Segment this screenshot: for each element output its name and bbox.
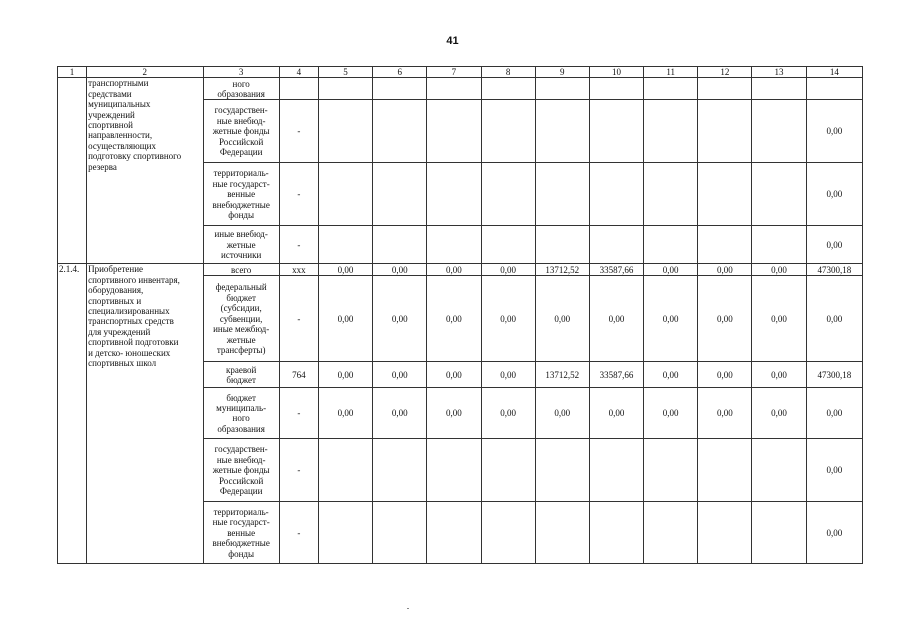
value-cell-col-7 [427,226,481,264]
value-cell-col-11 [644,226,698,264]
funding-source-cell: краевой бюджет [203,362,279,388]
value-cell-col-7 [427,100,481,163]
column-header-10: 10 [589,67,643,78]
column-header-11: 11 [644,67,698,78]
value-cell-col-6: 0,00 [373,362,427,388]
value-cell-col-12 [698,78,752,100]
value-cell-col-4: - [279,100,318,163]
value-cell-col-9 [535,163,589,226]
column-header-2: 2 [87,67,203,78]
value-cell-col-6 [373,226,427,264]
value-cell-col-10 [589,439,643,502]
funding-source-cell: федеральный бюджет (субсидии, субвенции, иные межбюд- жетные трансферты) [203,276,279,362]
value-cell-col-4: - [279,388,318,439]
value-cell-col-8 [481,78,535,100]
value-cell-col-11 [644,163,698,226]
value-cell-col-8 [481,502,535,564]
column-header-1: 1 [58,67,87,78]
value-cell-col-5: 0,00 [318,362,372,388]
value-cell-col-11 [644,502,698,564]
value-cell-col-14: 47300,18 [806,362,862,388]
value-cell-col-7 [427,163,481,226]
value-cell-col-10: 0,00 [589,388,643,439]
table-row [58,264,863,276]
value-cell-col-9 [535,502,589,564]
column-header-12: 12 [698,67,752,78]
value-cell-col-10: 0,00 [589,276,643,362]
value-cell-col-14 [806,78,862,100]
value-cell-col-6 [373,100,427,163]
value-cell-col-12: 0,00 [698,362,752,388]
funding-source-cell: государствен- ные внебюд- жетные фонды Российской Федерации [203,439,279,502]
value-cell-col-12: 0,00 [698,388,752,439]
funding-source-cell: иные внебюд- жетные источники [203,226,279,264]
value-cell-col-12 [698,439,752,502]
value-cell-col-11: 0,00 [644,276,698,362]
item-number-cell [58,78,87,264]
column-header-13: 13 [752,67,806,78]
value-cell-col-12 [698,226,752,264]
value-cell-col-11: 0,00 [644,362,698,388]
value-cell-col-6 [373,502,427,564]
value-cell-col-4: - [279,276,318,362]
value-cell-col-13: 0,00 [752,362,806,388]
value-cell-col-10 [589,226,643,264]
value-cell-col-6: 0,00 [373,264,427,276]
value-cell-col-4: - [279,502,318,564]
value-cell-col-12: 0,00 [698,264,752,276]
value-cell-col-7: 0,00 [427,276,481,362]
value-cell-col-10: 33587,66 [589,264,643,276]
budget-table [57,66,863,564]
funding-source-cell: государствен- ные внебюд- жетные фонды Российской Федерации [203,100,279,163]
value-cell-col-7 [427,78,481,100]
value-cell-col-6 [373,439,427,502]
value-cell-col-13 [752,78,806,100]
value-cell-col-8: 0,00 [481,276,535,362]
column-header-8: 8 [481,67,535,78]
value-cell-col-11: 0,00 [644,264,698,276]
funding-source-cell: территориаль- ные государст- венные внебюджетные фонды [203,502,279,564]
value-cell-col-5: 0,00 [318,276,372,362]
value-cell-col-7: 0,00 [427,388,481,439]
value-cell-col-5: 0,00 [318,388,372,439]
value-cell-col-6 [373,78,427,100]
value-cell-col-7: 0,00 [427,264,481,276]
value-cell-col-11 [644,100,698,163]
value-cell-col-14: 47300,18 [806,264,862,276]
value-cell-col-13 [752,439,806,502]
funding-source-cell: территориаль- ные государст- венные внебюджетные фонды [203,163,279,226]
value-cell-col-4 [279,78,318,100]
value-cell-col-13: 0,00 [752,264,806,276]
value-cell-col-14: 0,00 [806,388,862,439]
value-cell-col-5 [318,78,372,100]
value-cell-col-9: 0,00 [535,276,589,362]
item-number-cell: 2.1.4. [58,264,87,564]
value-cell-col-14: 0,00 [806,502,862,564]
value-cell-col-9 [535,226,589,264]
value-cell-col-8: 0,00 [481,388,535,439]
value-cell-col-9 [535,100,589,163]
value-cell-col-7 [427,439,481,502]
value-cell-col-10 [589,78,643,100]
value-cell-col-5: 0,00 [318,264,372,276]
value-cell-col-4: 764 [279,362,318,388]
value-cell-col-11: 0,00 [644,388,698,439]
value-cell-col-5 [318,226,372,264]
value-cell-col-9: 13712,52 [535,362,589,388]
value-cell-col-10 [589,163,643,226]
value-cell-col-8 [481,163,535,226]
value-cell-col-4: - [279,439,318,502]
value-cell-col-13 [752,502,806,564]
funding-source-cell: бюджет муниципаль- ного образования [203,388,279,439]
value-cell-col-12: 0,00 [698,276,752,362]
value-cell-col-9: 0,00 [535,388,589,439]
value-cell-col-10: 33587,66 [589,362,643,388]
value-cell-col-9 [535,439,589,502]
funding-source-cell: всего [203,264,279,276]
scan-speck [407,608,409,609]
item-name-cell: транспортными средствами муниципальных учреждений спортивной направленности, осуществляющих подготовку спортивного резерва [87,78,203,264]
funding-source-cell: ного образования [203,78,279,100]
value-cell-col-8: 0,00 [481,264,535,276]
value-cell-col-13: 0,00 [752,388,806,439]
value-cell-col-5 [318,439,372,502]
value-cell-col-14: 0,00 [806,100,862,163]
value-cell-col-8 [481,100,535,163]
value-cell-col-5 [318,100,372,163]
value-cell-col-8 [481,226,535,264]
value-cell-col-6 [373,163,427,226]
value-cell-col-6: 0,00 [373,276,427,362]
value-cell-col-9 [535,78,589,100]
value-cell-col-7 [427,502,481,564]
column-header-6: 6 [373,67,427,78]
column-header-4: 4 [279,67,318,78]
table-row [58,78,863,100]
column-header-9: 9 [535,67,589,78]
value-cell-col-13 [752,226,806,264]
value-cell-col-9: 13712,52 [535,264,589,276]
column-header-3: 3 [203,67,279,78]
value-cell-col-13 [752,100,806,163]
value-cell-col-8 [481,439,535,502]
item-name-cell: Приобретение спортивного инвентаря, оборудования, спортивных и специализированных транспортных средств для учреждений спортивной подготовки и детско- юношеских спортивных школ [87,264,203,564]
value-cell-col-14: 0,00 [806,226,862,264]
value-cell-col-14: 0,00 [806,163,862,226]
value-cell-col-5 [318,502,372,564]
column-header-7: 7 [427,67,481,78]
value-cell-col-10 [589,502,643,564]
header-row [58,67,863,78]
value-cell-col-14: 0,00 [806,276,862,362]
value-cell-col-10 [589,100,643,163]
value-cell-col-12 [698,100,752,163]
value-cell-col-8: 0,00 [481,362,535,388]
value-cell-col-11 [644,439,698,502]
column-header-14: 14 [806,67,862,78]
value-cell-col-4: - [279,226,318,264]
value-cell-col-12 [698,163,752,226]
page-number: 41 [446,35,459,47]
value-cell-col-13: 0,00 [752,276,806,362]
value-cell-col-7: 0,00 [427,362,481,388]
value-cell-col-12 [698,502,752,564]
column-header-5: 5 [318,67,372,78]
value-cell-col-6: 0,00 [373,388,427,439]
value-cell-col-14: 0,00 [806,439,862,502]
value-cell-col-13 [752,163,806,226]
value-cell-col-4: - [279,163,318,226]
value-cell-col-11 [644,78,698,100]
value-cell-col-5 [318,163,372,226]
value-cell-col-4: xxx [279,264,318,276]
